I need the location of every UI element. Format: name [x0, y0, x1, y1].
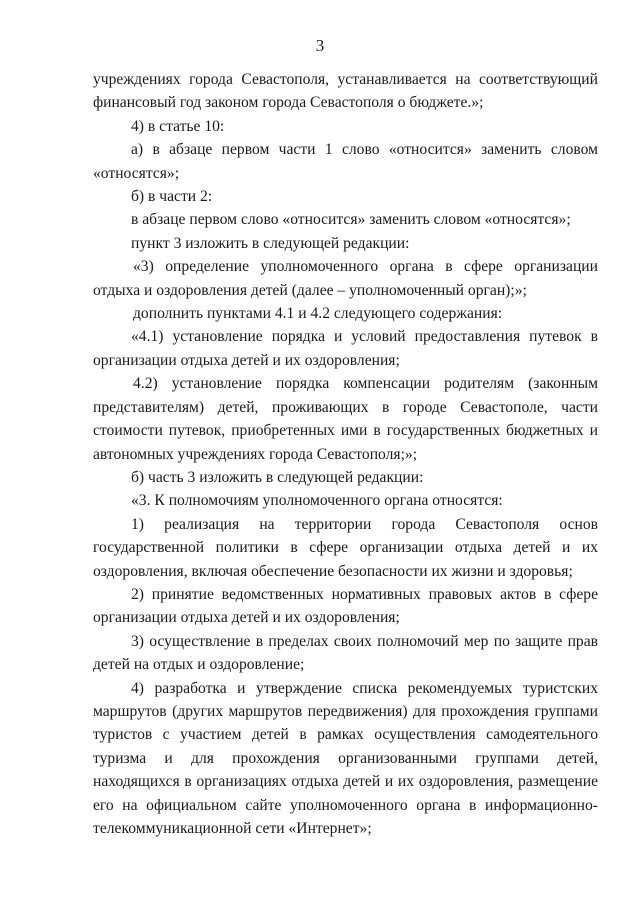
paragraph-power-1: 1) реализация на территории города Севастополя основ государственной политики в сфере организации отдыха детей и их оздоровления, включая обеспечение безопасности их жизни и здоровья; — [93, 515, 598, 580]
paragraph-power-4: 4) разработка и утверждение списка рекомендуемых туристских маршрутов (других маршрутов передвижения) для прохождения группами туристов с участием детей в рамках осуществления самодеятельного туризма и для прохождения организованными группами детей, находящихся в организациях отдыха детей и их оздоровления, размещение его на официальном сайте уполномоченного органа в информационно-телекоммуникационной сети «Интернет»; — [93, 679, 598, 837]
paragraph-power-3: 3) осуществление в пределах своих полномочий мер по защите прав детей на отдых и оздоровление; — [93, 632, 598, 674]
paragraph-point-4-1: «4.1) установление порядка и условий предоставления путевок в организации отдыха детей и их оздоровления; — [93, 328, 598, 369]
paragraph-add-points-heading: дополнить пунктами 4.1 и 4.2 следующего содержания: — [133, 305, 503, 323]
document-body — [93, 68, 598, 840]
paragraph-point-4-2: 4.2) установление порядка компенсации родителям (законным представителям) детей, проживающих в городе Севастополе, части стоимости путевок, приобретенных ими в государственных бюджетных и автономных учреждениях города Севастополя;»; — [93, 375, 598, 463]
paragraph-first-abzac: в абзаце первом слово «относится» заменить словом «относятся»; — [131, 211, 571, 229]
paragraph-continuation: учреждениях города Севастополя, устанавливается на соответствующий финансовый год законом города Севастополя о бюджете.»; — [93, 71, 598, 112]
paragraph-point-3-text: «3) определение уполномоченного органа в сфере организации отдыха и оздоровления детей (далее – уполномоченный орган);»; — [93, 258, 598, 299]
paragraph-power-2: 2) принятие ведомственных нормативных правовых актов в сфере организации отдыха детей и их оздоровления; — [93, 585, 598, 627]
paragraph-item-a: а) в абзаце первом части 1 слово «относится» заменить словом «относятся»; — [93, 141, 598, 182]
paragraph-point-3-heading: пункт 3 изложить в следующей редакции: — [131, 234, 410, 252]
page-number: 3 — [315, 36, 325, 55]
paragraph-item-b-part-3: б) часть 3 изложить в следующей редакции: — [131, 468, 424, 486]
paragraph-item-4: 4) в статье 10: — [131, 117, 225, 135]
paragraph-powers-heading: «3. К полномочиям уполномоченного органа относятся: — [131, 492, 503, 510]
paragraph-item-b-part-2: б) в части 2: — [131, 188, 213, 206]
